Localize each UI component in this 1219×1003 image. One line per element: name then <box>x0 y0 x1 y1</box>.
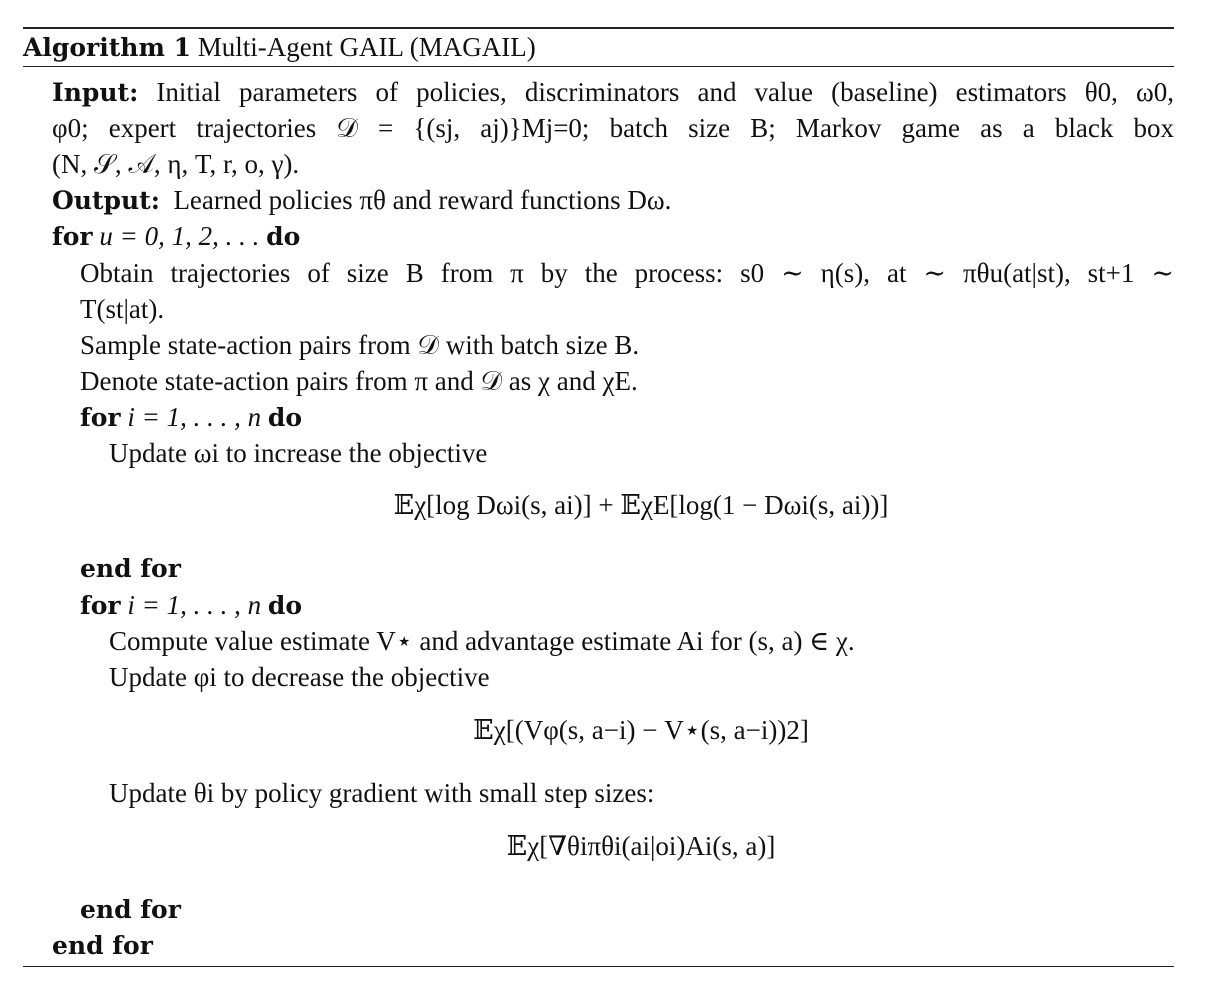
input-line-3: (N, 𝒮, 𝒜, η, T, r, o, γ). <box>52 149 300 179</box>
algorithm-label: Algorithm 1 <box>23 33 191 62</box>
update-omega-line: Update ωi to increase the objective <box>109 438 488 468</box>
loop2-do-keyword: do <box>267 591 302 620</box>
loop1-condition: i = 1, . . . , n <box>127 402 262 432</box>
input-line-2: φ0; expert trajectories 𝒟 = {(sj, aj)}Mj=0; batch size B; Markov game as a black box <box>52 113 1174 143</box>
algorithm-title: Multi-Agent GAIL (MAGAIL) <box>197 32 536 62</box>
compute-estimate-line: Compute value estimate V⋆ and advantage estimate Ai for (s, a) ∈ χ. <box>109 626 855 656</box>
algorithm-header <box>23 30 536 65</box>
input-line-1 <box>52 75 1174 110</box>
obtain-line-1: Obtain trajectories of size B from π by the process: s0 ∼ η(s), at ∼ πθu(at|st), st+1 ∼ <box>80 258 1174 288</box>
input-keyword: Input: <box>52 78 139 107</box>
loop2-end-keyword: end for <box>80 895 181 924</box>
output-keyword: Output: <box>52 186 160 215</box>
update-theta-line: Update θi by policy gradient with small step sizes: <box>109 778 655 808</box>
obtain-line-2: T(st|at). <box>80 294 165 324</box>
loop1-end-keyword: end for <box>80 554 181 583</box>
loop1-end-line <box>80 551 181 586</box>
header-rule <box>23 66 1174 67</box>
update-phi-line: Update φi to decrease the objective <box>109 662 490 692</box>
outer-for-condition: u = 0, 1, 2, . . . <box>99 221 260 251</box>
bottom-rule <box>23 966 1174 967</box>
outer-for-keyword: for <box>52 222 93 251</box>
value-objective-equation: 𝔼χ[(Vφ(s, a−i) − V⋆(s, a−i))2] <box>473 715 809 745</box>
outer-end-line <box>52 928 153 963</box>
outer-do-keyword: do <box>266 222 301 251</box>
loop1-for-line <box>80 400 302 435</box>
discriminator-objective-equation: 𝔼χ[log Dωi(s, ai)] + 𝔼χE[log(1 − Dωi(s, ai))] <box>393 490 889 520</box>
loop1-for-keyword: for <box>80 403 121 432</box>
outer-for-line <box>52 219 300 254</box>
output-line <box>52 183 671 218</box>
denote-line: Denote state-action pairs from π and 𝒟 as χ and χE. <box>80 366 638 396</box>
policy-gradient-equation: 𝔼χ[∇θiπθi(ai|oi)Ai(s, a)] <box>506 831 776 861</box>
loop2-end-line <box>80 892 181 927</box>
loop2-for-line <box>80 588 302 623</box>
loop2-condition: i = 1, . . . , n <box>127 590 262 620</box>
sample-line: Sample state-action pairs from 𝒟 with batch size B. <box>80 330 640 360</box>
top-rule <box>23 27 1174 29</box>
loop1-do-keyword: do <box>267 403 302 432</box>
output-text: Learned policies πθ and reward functions Dω. <box>173 185 672 215</box>
loop2-for-keyword: for <box>80 591 121 620</box>
input-text-1: Initial parameters of policies, discriminators and value (baseline) estimators θ0, ω0, <box>156 77 1174 107</box>
outer-end-keyword: end for <box>52 931 153 960</box>
